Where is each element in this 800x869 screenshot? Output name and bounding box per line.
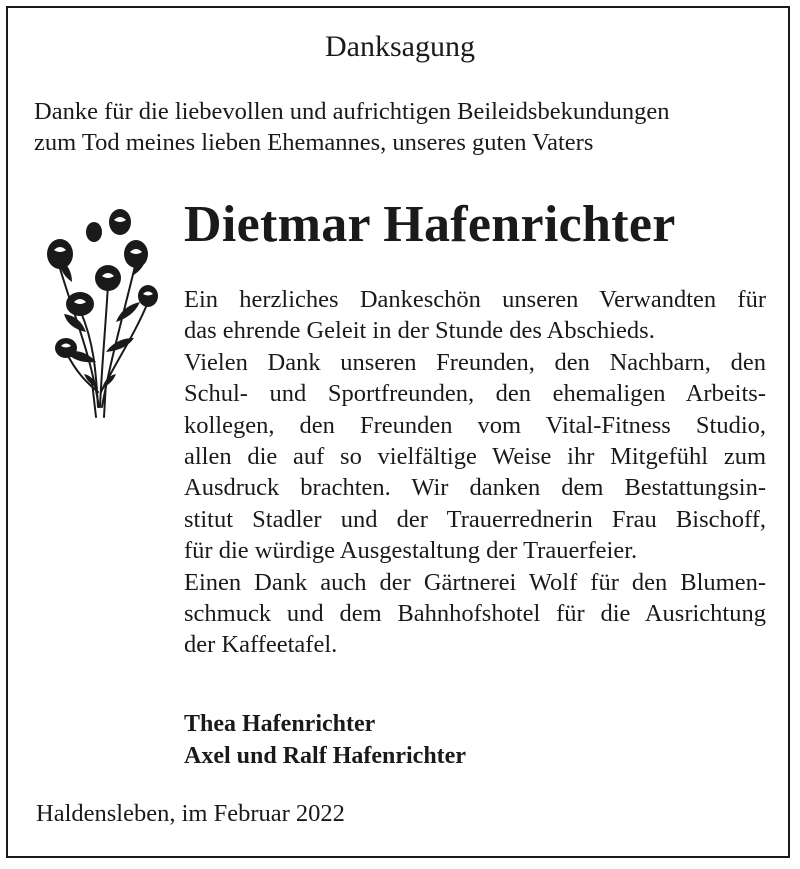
notice-heading: Danksagung xyxy=(325,30,475,63)
place-and-date: Haldensleben, im Februar 2022 xyxy=(36,800,345,827)
rose-bouquet-icon xyxy=(36,192,164,420)
body-line: Ausdruck brachten. Wir danken dem Bestattungsin- xyxy=(184,474,766,502)
body-line: das ehrende Geleit in der Stunde des Abschieds. xyxy=(184,317,655,345)
body-line: Vielen Dank unseren Freunden, den Nachbarn, den xyxy=(184,348,766,376)
signer-name: Axel und Ralf Hafenrichter xyxy=(184,743,466,769)
thanks-body xyxy=(184,284,766,661)
body-line: kollegen, den Freunden vom Vital-Fitness Studio, xyxy=(184,411,766,439)
body-line: stitut Stadler und der Trauerrednerin Frau Bischoff, xyxy=(184,505,766,533)
body-line: für die würdige Ausgestaltung der Trauerfeier. xyxy=(184,537,638,565)
intro-text xyxy=(34,96,774,158)
intro-line: Danke für die liebevollen und aufrichtigen Beileidsbekundungen xyxy=(34,98,670,125)
body-line: Ein herzliches Dankeschön unseren Verwandten für xyxy=(184,286,766,313)
body-line: allen die auf so vielfältige Weise ihr Mitgefühl zum xyxy=(184,442,766,470)
body-line: schmuck und dem Bahnhofshotel für die Ausrichtung xyxy=(184,599,766,627)
signer-name: Thea Hafenrichter xyxy=(184,711,376,737)
body-line: Schul- und Sportfreunden, den ehemaligen Arbeits- xyxy=(184,380,766,408)
deceased-name: Dietmar Hafenrichter xyxy=(184,196,676,253)
intro-line: zum Tod meines lieben Ehemannes, unseres guten Vaters xyxy=(34,129,594,156)
body-line: Einen Dank auch der Gärtnerei Wolf für den Blumen- xyxy=(184,568,766,596)
body-line: der Kaffeetafel. xyxy=(184,631,338,659)
signers xyxy=(184,708,466,772)
